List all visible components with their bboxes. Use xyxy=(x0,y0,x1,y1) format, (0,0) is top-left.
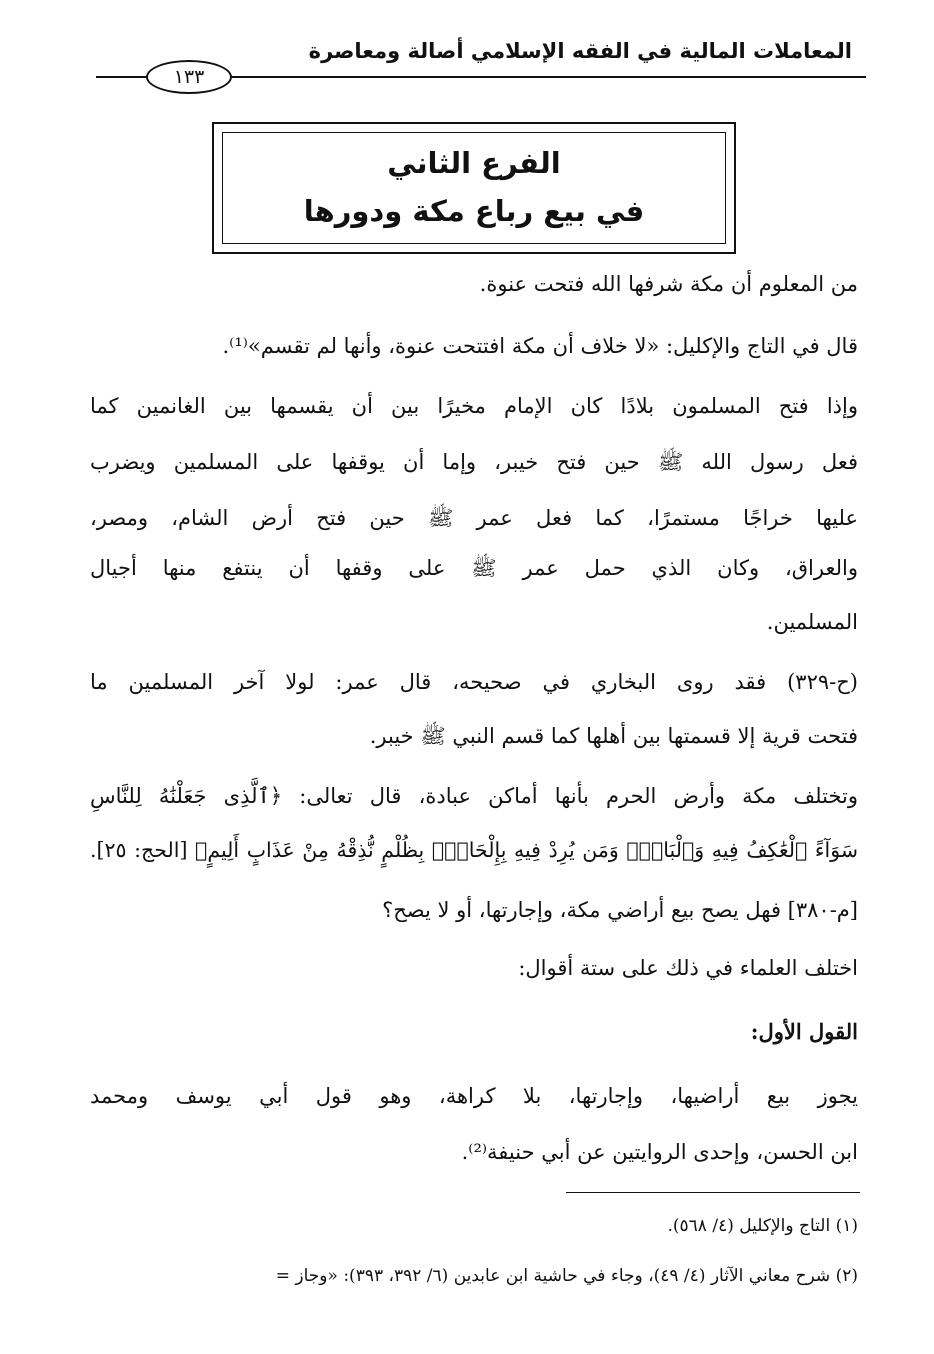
footnote-2: (٢) شرح معاني الآثار (٤/ ٤٩)، وجاء في حاشية ابن عابدين (٦/ ٣٩٢، ٣٩٣): «وجاز = xyxy=(275,1266,858,1286)
paragraph-7: اختلف العلماء في ذلك على ستة أقوال: xyxy=(518,956,858,980)
paragraph-4-line-1: (ح-٣٢٩) فقد روى البخاري في صحيحه، قال عمر: لولا آخر المسلمين ما xyxy=(90,670,858,694)
footnote-1: (١) التاج والإكليل (٤/ ٥٦٨). xyxy=(667,1216,858,1236)
section-title-line-1: الفرع الثاني xyxy=(387,146,561,180)
footnote-rule xyxy=(566,1192,860,1193)
paragraph-2: قال في التاج والإكليل: «لا خلاف أن مكة افتتحت عنوة، وأنها لم تقسم»⁽¹⁾. xyxy=(222,334,858,358)
section-title-line-2: في بيع رباع مكة ودورها xyxy=(303,194,645,228)
section-title-frame xyxy=(212,122,736,254)
paragraph-3-line-3: عليها خراجًا مستمرًا، كما فعل عمر ﷺ حين فتح أرض الشام، ومصر، xyxy=(90,506,858,530)
running-header-title: المعاملات المالية في الفقه الإسلامي أصالة ومعاصرة xyxy=(308,39,852,63)
paragraph-1: من المعلوم أن مكة شرفها الله فتحت عنوة. xyxy=(479,272,858,296)
paragraph-9-line-1: يجوز بيع أراضيها، وإجارتها، بلا كراهة، وهو قول أبي يوسف ومحمد xyxy=(90,1084,858,1108)
paragraph-3-line-2: فعل رسول الله ﷺ حين فتح خيبر، وإما أن يوقفها على المسلمين ويضرب xyxy=(90,450,858,474)
page-number: ١٣٣ xyxy=(146,60,232,94)
paragraph-3-line-4: والعراق، وكان الذي حمل عمر ﷺ على وقفها أن ينتفع منها أجيال xyxy=(90,556,858,580)
paragraph-9-line-2: ابن الحسن، وإحدى الروايتين عن أبي حنيفة⁽²⁾. xyxy=(461,1140,858,1164)
paragraph-3-line-1: وإذا فتح المسلمون بلادًا كان الإمام مخيرًا بين أن يقسمها بين الغانمين كما xyxy=(90,394,858,418)
paragraph-3-line-5: المسلمين. xyxy=(766,610,858,634)
paragraph-4-line-2: فتحت قرية إلا قسمتها بين أهلها كما قسم النبي ﷺ خيبر. xyxy=(369,724,858,748)
paragraph-8-heading: القول الأول: xyxy=(750,1019,858,1044)
paragraph-5-line-2: سَوَآءً ٱلْعَٰكِفُ فِيهِ وَٱلْبَادِۚ وَمَن يُرِدْ فِيهِ بِإِلْحَادٍۭ بِظُلْمٍ نُّذِقْهُ مِنْ عَذَابٍ أَلِيمٍ﴾ [الحج: ٢٥]. xyxy=(90,838,858,862)
paragraph-5-line-1: وتختلف مكة وأرض الحرم بأنها أماكن عبادة، قال تعالى: ﴿ٱلَّذِى جَعَلْنَٰهُ لِلنَّاسِ xyxy=(90,784,858,808)
paragraph-6: [م-٣٨٠] فهل يصح بيع أراضي مكة، وإجارتها، أو لا يصح؟ xyxy=(382,898,858,922)
